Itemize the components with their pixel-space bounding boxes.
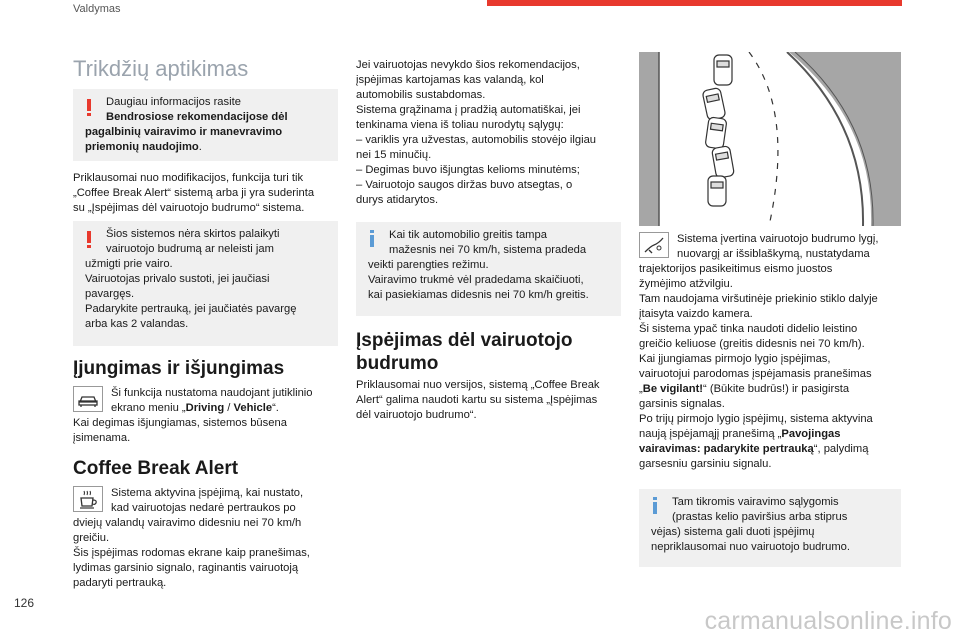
car-settings-icon (73, 386, 103, 412)
info-box-conditions (639, 489, 901, 567)
paragraph: įsimenama. (73, 432, 131, 444)
info-text: vėjas) sistema gali duoti įspėjimų (651, 526, 815, 538)
info-icon (370, 230, 374, 247)
info-text: Tam tikromis vairavimo sąlygomis (672, 496, 839, 508)
paragraph: vairuotojui parodomas įspėjamasis pranešimas (639, 368, 872, 380)
paragraph: padaryti pertrauką. (73, 577, 167, 589)
page-number: 126 (14, 596, 35, 610)
info-text: kai pasiekiamas didesnis nei 70 km/h greitis. (368, 289, 589, 301)
paragraph: automobilis sustabdomas. (356, 89, 486, 101)
paragraph: Jei vairuotojas nevykdo šios rekomendacijos, (356, 59, 580, 71)
note-text: užmigti prie vairo. (85, 258, 173, 270)
info-text: (prastas kelio paviršius arba stiprus (672, 511, 848, 523)
list-item: nei 15 minučių. (356, 149, 432, 161)
coffee-cup-icon (73, 486, 103, 512)
note-text: Šios sistemos nėra skirtos palaikyti (106, 228, 280, 240)
paragraph: dviejų valandų vairavimo didesniu nei 70 km/h (73, 517, 302, 529)
paragraph: naują įspėjamąjį pranešimą „Pavojingas (639, 428, 841, 440)
info-box-speed (356, 222, 621, 316)
paragraph: Ši funkcija nustatoma naudojant jutiklinio (111, 387, 313, 399)
section-heading-driver-alert: Įspėjimas dėl vairuotojo (356, 330, 573, 351)
paragraph: Priklausomai nuo versijos, sistemą „Coffee Break (356, 379, 600, 391)
paragraph: Tam naudojama viršutinėje priekinio stiklo dalyje (639, 293, 878, 305)
paragraph: Ši sistema ypač tinka naudoti didelio leistino (639, 323, 858, 335)
section-header: Valdymas (73, 3, 121, 15)
paragraph: Kai degimas išjungiamas, sistemos būsena (73, 417, 287, 429)
paragraph: su „Įspėjimas dėl vairuotojo budrumo“ sistema. (73, 202, 305, 214)
note-text: pavargęs. (85, 288, 135, 300)
watermark-link[interactable]: carmanualsonline.info (704, 607, 952, 635)
note-box-warning (73, 221, 338, 346)
paragraph: Sistema įvertina vairuotojo budrumo lygį, (677, 233, 879, 245)
paragraph: Kai įjungiamas pirmojo lygio įspėjimas, (639, 353, 831, 365)
info-icon (653, 497, 657, 514)
paragraph: dėl vairuotojo budrumo“. (356, 409, 477, 421)
paragraph: tenkinama viena iš toliau nurodytų sąlygų: (356, 119, 564, 131)
paragraph: Sistema grąžinama į pradžią automatiškai, jei (356, 104, 581, 116)
note-text: arba kas 2 valandas. (85, 318, 189, 330)
warning-icon (87, 231, 91, 247)
paragraph: „Be vigilant!“ (Būkite budrūs!) ir pasigirsta (639, 383, 850, 395)
note-text: vairuotojo budrumą ar neleisti jam (106, 243, 274, 255)
paragraph: „Coffee Break Alert“ sistemą arba ji yra suderinta (73, 187, 315, 199)
section-heading-activation: Įjungimas ir išjungimas (73, 358, 285, 379)
car-icon (708, 176, 726, 206)
header-accent-bar (487, 0, 902, 6)
info-text: nepriklausomai nuo vairuotojo budrumo. (651, 541, 851, 553)
section-heading-driver-alert: budrumo (356, 353, 439, 374)
info-text: Vairavimo trukmė vėl pradedama skaičiuoti, (368, 274, 584, 286)
paragraph: trajektorijos pasikeitimus eismo juostos (639, 263, 833, 275)
note-text: Bendrosiose rekomendacijose dėl (106, 111, 288, 123)
paragraph: įspėjimas kartojamas kas valandą, kol (356, 74, 544, 86)
paragraph: Priklausomai nuo modifikacijos, funkcija turi tik (73, 172, 304, 184)
note-text: Vairuotojas privalo sustoti, jei jaučiasi (85, 273, 270, 285)
section-heading-coffee-break: Coffee Break Alert (73, 458, 239, 479)
steering-alert-icon (639, 232, 669, 258)
paragraph: greičiu. (73, 532, 110, 544)
note-box-general-recommendations (73, 89, 338, 161)
list-item: – Degimas buvo išjungtas kelioms minutėms; (356, 164, 580, 176)
paragraph: žymėjimo atžvilgiu. (639, 278, 733, 290)
warning-icon (87, 99, 91, 115)
paragraph: lydimas garsinio signalo, raginantis vairuotoją (73, 562, 299, 574)
paragraph: ekrano meniu „Driving / Vehicle“. (111, 402, 279, 414)
paragraph: įtaisyta vaizdo kamera. (639, 308, 753, 320)
paragraph: garsinis signalas. (639, 398, 725, 410)
note-text: Padarykite pertrauką, jei jaučiatės pavargę (85, 303, 297, 315)
page-title: Trikdžių aptikimas (73, 56, 249, 81)
note-text: pagalbinių vairavimo ir manevravimo (85, 126, 283, 138)
paragraph: Šis įspėjimas rodomas ekrane kaip pranešimas, (73, 547, 310, 559)
note-text: Daugiau informacijos rasite (106, 96, 241, 108)
info-text: veikti parengties režimu. (368, 259, 489, 271)
paragraph: greičio keliuose (greitis didesnis nei 70 km/h). (639, 338, 865, 350)
paragraph: kad vairuotojas nedarė pertraukos po (111, 502, 296, 514)
list-item: – variklis yra užvestas, automobilis stovėjo ilgiau (356, 134, 597, 146)
info-text: Kai tik automobilio greitis tampa (389, 229, 547, 241)
paragraph: garsesniu garsiniu signalu. (639, 458, 772, 470)
paragraph: Alert“ galima naudoti kartu su sistema „Įspėjimas (356, 394, 598, 406)
paragraph: Po trijų pirmojo lygio įspėjimų, sistema aktyvina (639, 413, 873, 425)
list-item: – Vairuotojo saugos diržas buvo atsegtas, o (356, 179, 573, 191)
note-text: priemonių naudojimo. (85, 141, 202, 153)
paragraph: nuovargį ar išsiblaškymą, nustatydama (677, 248, 870, 260)
list-item: durys atidarytos. (356, 194, 439, 206)
paragraph: Sistema aktyvina įspėjimą, kai nustato, (111, 487, 304, 499)
info-text: mažesnis nei 70 km/h, sistema pradeda (389, 244, 587, 256)
lane-drift-illustration (639, 52, 901, 226)
car-icon (705, 117, 727, 149)
car-icon (714, 55, 732, 85)
paragraph: vairavimas: padarykite pertrauką“, palydimą (639, 443, 869, 455)
